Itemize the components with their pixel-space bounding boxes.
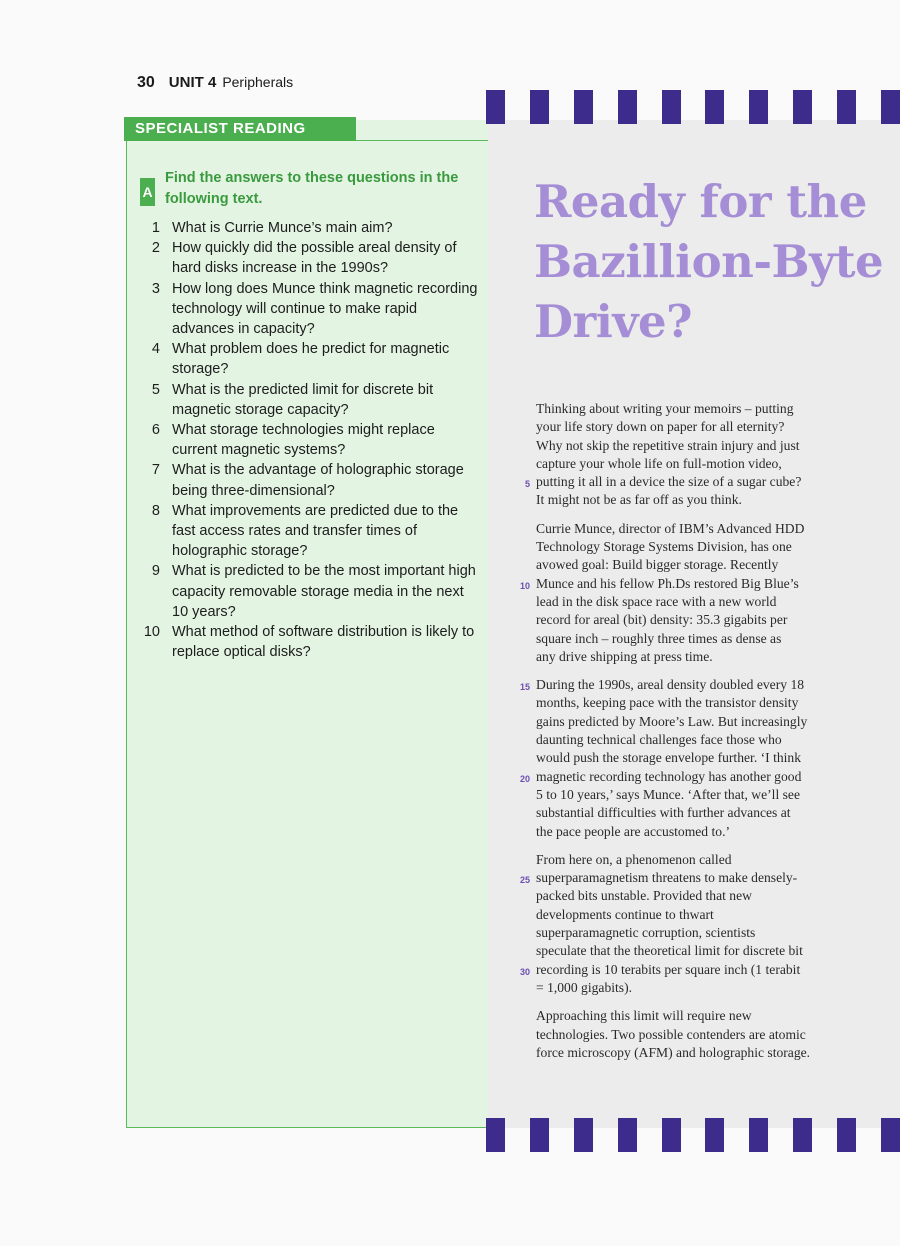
article-line bbox=[536, 804, 866, 822]
article-line bbox=[519, 575, 866, 593]
line-text: recording is 10 terabits per square inch (1 terabit bbox=[536, 961, 801, 977]
line-text: substantial difficulties with further advances at bbox=[536, 805, 791, 821]
article-paragraph bbox=[519, 676, 866, 841]
line-text: During the 1990s, areal density doubled every 18 bbox=[536, 677, 805, 693]
article-line bbox=[536, 491, 866, 509]
question-item bbox=[140, 420, 480, 460]
line-text: technologies. Two possible contenders are atomic bbox=[536, 1026, 806, 1042]
question-item bbox=[140, 622, 480, 662]
question-number: 7 bbox=[151, 462, 160, 479]
question-text: What storage technologies might replace current magnetic systems? bbox=[172, 422, 435, 459]
line-number: 10 bbox=[519, 580, 530, 591]
article-line bbox=[519, 961, 866, 979]
question-item bbox=[140, 460, 480, 500]
line-text: gains predicted by Moore’s Law. But increasingly bbox=[536, 713, 808, 729]
article-paragraph bbox=[519, 851, 866, 997]
line-text: any drive shipping at press time. bbox=[536, 648, 713, 664]
article-line bbox=[519, 768, 866, 786]
line-text: Technology Storage Systems Division, has one bbox=[536, 539, 792, 555]
question-item bbox=[140, 561, 480, 622]
stripe-block bbox=[749, 90, 768, 124]
section-tab: SPECIALIST READING bbox=[124, 117, 356, 141]
line-text: your life story down on paper for all eternity? bbox=[536, 419, 785, 435]
article-line bbox=[536, 400, 866, 418]
stripe-block bbox=[881, 90, 900, 124]
stripe-block bbox=[574, 90, 593, 124]
stripe-block bbox=[486, 1118, 505, 1152]
article-body bbox=[519, 400, 866, 1072]
stripe-block bbox=[662, 90, 681, 124]
stripe-block bbox=[793, 90, 812, 124]
article-line bbox=[536, 713, 866, 731]
line-text: lead in the disk space race with a new world bbox=[536, 593, 777, 609]
article-line bbox=[536, 556, 866, 574]
article-line bbox=[536, 437, 866, 455]
task-letter-badge: A bbox=[140, 178, 155, 206]
line-text: speculate that the theoretical limit for discrete bit bbox=[536, 943, 803, 959]
question-number: 5 bbox=[151, 381, 160, 398]
question-item bbox=[140, 380, 480, 420]
article-line bbox=[536, 1044, 866, 1062]
line-text: force microscopy (AFM) and holographic storage. bbox=[536, 1044, 811, 1060]
stripe-block bbox=[662, 1118, 681, 1152]
stripe-block bbox=[486, 90, 505, 124]
page-number: 30 bbox=[137, 74, 155, 91]
line-text: would push the storage envelope further. ‘I think bbox=[536, 750, 802, 766]
line-text: putting it all in a device the size of a sugar cube? bbox=[536, 474, 802, 490]
unit-label: UNIT 4 bbox=[168, 74, 217, 91]
line-text: Munce and his fellow Ph.Ds restored Big Blue’s bbox=[536, 575, 799, 591]
line-text: daunting technical challenges face those who bbox=[536, 732, 782, 748]
question-number: 2 bbox=[151, 240, 160, 257]
question-item bbox=[140, 238, 480, 278]
article-line bbox=[536, 1007, 866, 1025]
article-line bbox=[536, 979, 866, 997]
article-line bbox=[536, 630, 866, 648]
article-line bbox=[536, 538, 866, 556]
line-text: the pace people are accustomed to.’ bbox=[536, 823, 730, 839]
question-item bbox=[140, 501, 480, 562]
stripe-block bbox=[837, 1118, 856, 1152]
question-text: What is the advantage of holographic storage being three-dimensional? bbox=[172, 462, 464, 499]
line-text: developments continue to thwart bbox=[536, 906, 714, 922]
stripe-block bbox=[837, 90, 856, 124]
question-text: What method of software distribution is likely to replace optical disks? bbox=[172, 624, 475, 661]
line-number: 20 bbox=[519, 773, 530, 784]
article-line bbox=[536, 731, 866, 749]
question-item bbox=[140, 279, 480, 340]
line-number: 25 bbox=[519, 875, 530, 886]
article-line bbox=[519, 676, 866, 694]
stripe-block bbox=[705, 1118, 724, 1152]
line-text: superparamagnetic corruption, scientists bbox=[536, 925, 756, 941]
article-line bbox=[536, 520, 866, 538]
article-line bbox=[536, 942, 866, 960]
article-paragraph bbox=[536, 1007, 866, 1062]
article-line bbox=[524, 473, 866, 491]
stripe-block bbox=[530, 90, 549, 124]
line-text: Currie Munce, director of IBM’s Advanced HDD bbox=[536, 520, 805, 536]
article-paragraph bbox=[519, 520, 866, 666]
question-number: 3 bbox=[151, 280, 160, 297]
bottom-stripe-bar bbox=[486, 1118, 900, 1152]
article-line bbox=[536, 786, 866, 804]
line-text: square inch – roughly three times as dense as bbox=[536, 630, 782, 646]
question-text: What problem does he predict for magnetic storage? bbox=[172, 341, 450, 378]
line-number: 15 bbox=[519, 682, 530, 693]
stripe-block bbox=[618, 1118, 637, 1152]
page-header bbox=[137, 74, 293, 98]
article-line bbox=[536, 694, 866, 712]
article-line bbox=[536, 887, 866, 905]
line-text: avowed goal: Build bigger storage. Recently bbox=[536, 557, 779, 573]
article-line bbox=[536, 851, 866, 869]
question-number: 9 bbox=[151, 563, 160, 580]
question-number: 4 bbox=[151, 341, 160, 358]
stripe-block bbox=[881, 1118, 900, 1152]
article-line bbox=[536, 1026, 866, 1044]
question-text: What improvements are predicted due to the fast access rates and transfer times of holographic storage? bbox=[172, 502, 459, 560]
question-number: 1 bbox=[151, 220, 160, 236]
task-instruction bbox=[140, 168, 480, 210]
line-text: months, keeping pace with the transistor density bbox=[536, 695, 799, 711]
line-text: Thinking about writing your memoirs – putting bbox=[536, 401, 794, 416]
article-line bbox=[536, 924, 866, 942]
line-text: From here on, a phenomenon called bbox=[536, 851, 732, 867]
line-text: It might not be as far off as you think. bbox=[536, 492, 742, 508]
question-item bbox=[140, 218, 480, 238]
article-title: Ready for the Bazillion-Byte Drive? bbox=[534, 175, 884, 348]
line-text: superparamagnetism threatens to make densely- bbox=[536, 870, 798, 886]
question-number: 10 bbox=[143, 624, 160, 641]
line-text: Approaching this limit will require new bbox=[536, 1008, 752, 1024]
stripe-block bbox=[530, 1118, 549, 1152]
article-line bbox=[519, 869, 866, 887]
task-instruction-text: Find the answers to these questions in the following text. bbox=[165, 170, 459, 207]
question-text: How long does Munce think magnetic recording technology will continue to make rapid advances in capacity? bbox=[172, 280, 478, 338]
article-line bbox=[536, 648, 866, 666]
question-text: What is the predicted limit for discrete bit magnetic storage capacity? bbox=[172, 381, 434, 418]
top-stripe-bar bbox=[486, 90, 900, 124]
line-number: 30 bbox=[519, 966, 530, 977]
question-text: What is predicted to be the most important high capacity removable storage media in the next 10 years? bbox=[172, 563, 476, 620]
article-line bbox=[536, 749, 866, 767]
stripe-block bbox=[705, 90, 724, 124]
article-line bbox=[536, 455, 866, 473]
question-text: What is Currie Munce’s main aim? bbox=[172, 220, 393, 236]
line-text: record for areal (bit) density: 35.3 gigabits per bbox=[536, 612, 788, 628]
line-text: = 1,000 gigabits). bbox=[536, 979, 633, 995]
article-line bbox=[536, 823, 866, 841]
question-item bbox=[140, 339, 480, 379]
stripe-block bbox=[793, 1118, 812, 1152]
article-paragraph bbox=[524, 400, 866, 510]
article-line bbox=[536, 593, 866, 611]
question-text: How quickly did the possible areal density of hard disks increase in the 1990s? bbox=[172, 240, 457, 277]
question-number: 6 bbox=[151, 422, 160, 439]
line-text: 5 to 10 years,’ says Munce. ‘After that, we’ll see bbox=[536, 786, 800, 802]
line-number: 5 bbox=[524, 479, 530, 490]
unit-title: Peripherals bbox=[222, 74, 294, 90]
line-text: capture your whole life on full-motion video, bbox=[536, 455, 782, 471]
line-text: magnetic recording technology has another good bbox=[536, 768, 802, 784]
question-number: 8 bbox=[151, 502, 160, 519]
question-list bbox=[140, 218, 480, 662]
stripe-block bbox=[749, 1118, 768, 1152]
article-line bbox=[536, 418, 866, 436]
stripe-block bbox=[618, 90, 637, 124]
article-line bbox=[536, 906, 866, 924]
line-text: Why not skip the repetitive strain injury and just bbox=[536, 437, 800, 453]
line-text: packed bits unstable. Provided that new bbox=[536, 888, 752, 904]
article-line bbox=[536, 611, 866, 629]
stripe-block bbox=[574, 1118, 593, 1152]
